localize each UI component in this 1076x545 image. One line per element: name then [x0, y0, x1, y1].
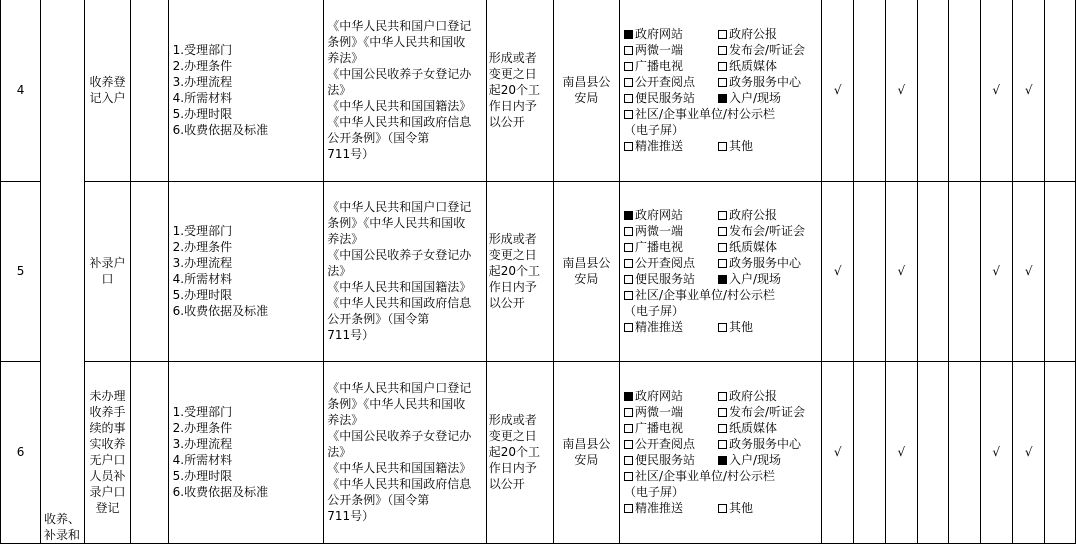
time-line: 变更之日 — [488, 429, 537, 443]
table-row — [1, 0, 1076, 181]
checked-box-icon — [624, 30, 633, 39]
content-item: 3.办理流程 — [172, 256, 233, 270]
disclosure-time — [486, 181, 553, 361]
content-item: 2.办理条件 — [172, 240, 233, 254]
content-item: 2.办理条件 — [172, 421, 233, 435]
blank-cell — [130, 361, 168, 543]
channel-label: （电子屏） — [623, 485, 684, 499]
time-line: 形成或者 — [488, 232, 537, 246]
item-name-line: 补录户 — [89, 256, 126, 270]
channel-label: 政府公报 — [728, 208, 777, 222]
legal-line: 《中国公民收养子女登记办 — [327, 429, 472, 443]
content-item: 1.受理部门 — [172, 224, 233, 238]
time-line: 作日内予 — [488, 280, 537, 294]
legal-line: 《中华人民共和国国籍法》 — [327, 99, 472, 114]
check-mark: √ — [821, 181, 853, 361]
blank-cell — [130, 181, 168, 361]
unchecked-box-icon — [718, 46, 727, 55]
channel-label: 政府网站 — [634, 208, 683, 222]
time-line: 变更之日 — [488, 67, 537, 82]
unchecked-box-icon — [718, 62, 727, 71]
unchecked-box-icon — [718, 424, 727, 433]
unchecked-box-icon — [718, 504, 727, 513]
channel-label: 政府公报 — [728, 389, 777, 403]
content-item: 4.所需材料 — [172, 453, 233, 467]
time-line: 变更之日 — [488, 248, 537, 262]
check-mark — [949, 181, 980, 361]
unchecked-box-icon — [624, 94, 633, 103]
time-line: 形成或者 — [488, 413, 537, 427]
item-name-line: 口 — [101, 272, 114, 286]
channel-list — [619, 361, 821, 543]
legal-line: 《中华人民共和国国籍法》 — [327, 280, 472, 294]
check-mark — [949, 361, 980, 543]
content-item: 3.办理流程 — [172, 75, 233, 90]
responsible-org — [553, 0, 619, 181]
channel-label: 其他 — [728, 139, 753, 154]
unchecked-box-icon — [624, 46, 633, 55]
content-item: 5.办理时限 — [172, 288, 233, 302]
channel-label: 公开查阅点 — [634, 75, 695, 90]
checked-box-icon — [718, 94, 727, 103]
content-list — [168, 361, 324, 543]
unchecked-box-icon — [624, 456, 633, 465]
legal-line: 条例》《中华人民共和国收 — [327, 216, 466, 230]
check-mark: √ — [980, 181, 1012, 361]
unchecked-box-icon — [624, 227, 633, 236]
legal-line: 养法》 — [327, 232, 364, 246]
legal-line: 法》 — [327, 445, 352, 459]
check-mark: √ — [1012, 181, 1044, 361]
channel-label: 公开查阅点 — [634, 256, 695, 270]
channel-label: 政府公报 — [728, 27, 777, 42]
content-list — [168, 0, 324, 181]
unchecked-box-icon — [718, 142, 727, 151]
channel-list — [619, 181, 821, 361]
unchecked-box-icon — [624, 259, 633, 268]
checked-box-icon — [624, 392, 633, 401]
item-name-line: 录户口 — [89, 485, 126, 499]
channel-label: 入户/现场 — [728, 91, 782, 106]
legal-line: 法》 — [327, 83, 352, 98]
content-item: 6.收费依据及标准 — [172, 485, 269, 499]
time-line: 以公开 — [488, 115, 525, 130]
check-mark: √ — [980, 0, 1012, 181]
channel-label: 精准推送 — [634, 320, 683, 334]
channel-label: 其他 — [728, 320, 753, 334]
unchecked-box-icon — [718, 323, 727, 332]
channel-label: 广播电视 — [634, 240, 683, 254]
content-item: 3.办理流程 — [172, 437, 233, 451]
time-line: 形成或者 — [488, 51, 537, 66]
content-item: 5.办理时限 — [172, 469, 233, 483]
time-line: 起20个工 — [488, 264, 541, 278]
channel-label: 社区/企事业单位/村公示栏 — [634, 469, 776, 483]
channel-label: 政务服务中心 — [728, 75, 801, 90]
check-mark: √ — [885, 0, 917, 181]
responsible-org — [553, 361, 619, 543]
channel-label: 精准推送 — [634, 139, 683, 154]
content-item: 5.办理时限 — [172, 107, 233, 122]
item-name — [85, 0, 131, 181]
legal-line: 《中华人民共和国户口登记 — [327, 200, 472, 214]
legal-line: 公开条例》（国令第 — [327, 131, 430, 146]
channel-label: 入户/现场 — [728, 453, 782, 467]
channel-label: 公开查阅点 — [634, 437, 695, 451]
item-name-line: 人员补 — [89, 469, 126, 483]
unchecked-box-icon — [624, 78, 633, 87]
channel-label: 便民服务站 — [634, 272, 695, 286]
channel-label: 精准推送 — [634, 501, 683, 515]
content-item: 6.收费依据及标准 — [172, 123, 269, 138]
org-line: 安局 — [574, 91, 599, 106]
check-mark — [854, 361, 885, 543]
time-line: 起20个工 — [488, 445, 541, 459]
channel-label: 两微一端 — [634, 43, 683, 58]
item-name-line: 续的事 — [89, 421, 126, 435]
legal-line: 条例》《中华人民共和国收 — [327, 397, 466, 411]
item-name — [85, 361, 131, 543]
channel-label: 广播电视 — [634, 59, 683, 74]
org-line: 安局 — [574, 272, 599, 286]
unchecked-box-icon — [624, 275, 633, 284]
item-name-line: 登记 — [95, 501, 120, 515]
content-item: 1.受理部门 — [172, 43, 233, 58]
channel-label: 纸质媒体 — [728, 59, 777, 74]
legal-basis — [324, 0, 487, 181]
check-mark: √ — [1012, 0, 1044, 181]
legal-line: 《中国公民收养子女登记办 — [327, 67, 472, 82]
channel-label: 纸质媒体 — [728, 240, 777, 254]
category-cell — [41, 0, 85, 543]
content-item: 4.所需材料 — [172, 272, 233, 286]
checked-box-icon — [718, 275, 727, 284]
channel-label: 社区/企事业单位/村公示栏 — [634, 288, 776, 302]
item-name — [85, 181, 131, 361]
blank-cell — [1045, 361, 1076, 543]
responsible-org — [553, 181, 619, 361]
channel-label: 两微一端 — [634, 224, 683, 238]
item-name-line: 记入户 — [89, 91, 126, 106]
unchecked-box-icon — [624, 291, 633, 300]
unchecked-box-icon — [624, 424, 633, 433]
category-line: 收养、 — [44, 511, 81, 526]
content-item: 6.收费依据及标准 — [172, 304, 269, 318]
legal-line: 养法》 — [327, 413, 364, 427]
legal-line: 养法》 — [327, 51, 364, 66]
channel-label: 两微一端 — [634, 405, 683, 419]
legal-line: 《中华人民共和国政府信息 — [327, 296, 472, 310]
unchecked-box-icon — [718, 259, 727, 268]
disclosure-time — [486, 361, 553, 543]
channel-label: （电子屏） — [623, 304, 684, 318]
unchecked-box-icon — [624, 142, 633, 151]
time-line: 作日内予 — [488, 99, 537, 114]
org-line: 南昌县公 — [562, 75, 611, 90]
unchecked-box-icon — [718, 440, 727, 449]
row-number: 6 — [1, 361, 41, 543]
item-name-line: 收养手 — [89, 405, 126, 419]
org-line: 安局 — [574, 453, 599, 467]
row-number: 4 — [1, 0, 41, 181]
unchecked-box-icon — [624, 323, 633, 332]
channel-label: 便民服务站 — [634, 453, 695, 467]
legal-line: 公开条例》（国令第 — [327, 312, 430, 326]
time-line: 以公开 — [488, 477, 525, 491]
legal-line: 《中国公民收养子女登记办 — [327, 248, 472, 262]
check-mark — [854, 181, 885, 361]
unchecked-box-icon — [624, 472, 633, 481]
checked-box-icon — [624, 211, 633, 220]
table-row — [1, 181, 1076, 361]
check-mark: √ — [821, 361, 853, 543]
unchecked-box-icon — [718, 408, 727, 417]
unchecked-box-icon — [624, 110, 633, 119]
unchecked-box-icon — [718, 78, 727, 87]
check-mark — [918, 361, 949, 543]
channel-label: 入户/现场 — [728, 272, 782, 286]
unchecked-box-icon — [718, 243, 727, 252]
channel-label: 政务服务中心 — [728, 256, 801, 270]
unchecked-box-icon — [718, 392, 727, 401]
item-name-line: 无户口 — [89, 453, 126, 467]
unchecked-box-icon — [624, 440, 633, 449]
check-mark — [918, 181, 949, 361]
check-mark — [949, 0, 980, 181]
check-mark: √ — [821, 0, 853, 181]
check-mark: √ — [885, 361, 917, 543]
channel-label: 政府网站 — [634, 27, 683, 42]
legal-line: 公开条例》（国令第 — [327, 493, 430, 507]
legal-line: 《中华人民共和国国籍法》 — [327, 461, 472, 475]
blank-cell — [1045, 181, 1076, 361]
legal-line: 《中华人民共和国户口登记 — [327, 19, 472, 34]
check-mark: √ — [885, 181, 917, 361]
checked-box-icon — [718, 456, 727, 465]
unchecked-box-icon — [624, 243, 633, 252]
blank-cell — [130, 0, 168, 181]
item-name-line: 未办理 — [89, 389, 126, 403]
unchecked-box-icon — [718, 30, 727, 39]
check-mark: √ — [980, 361, 1012, 543]
content-item: 4.所需材料 — [172, 91, 233, 106]
unchecked-box-icon — [624, 408, 633, 417]
channel-label: （电子屏） — [623, 123, 684, 138]
unchecked-box-icon — [624, 504, 633, 513]
unchecked-box-icon — [718, 211, 727, 220]
category-line: 补录和 — [44, 527, 81, 542]
channel-label: 发布会/听证会 — [728, 224, 806, 238]
legal-line: 《中华人民共和国政府信息 — [327, 477, 472, 491]
row-number: 5 — [1, 181, 41, 361]
legal-line: 《中华人民共和国户口登记 — [327, 381, 472, 395]
legal-line: 条例》《中华人民共和国收 — [327, 35, 466, 50]
channel-label: 发布会/听证会 — [728, 43, 806, 58]
channel-label: 纸质媒体 — [728, 421, 777, 435]
channel-label: 发布会/听证会 — [728, 405, 806, 419]
channel-label: 政府网站 — [634, 389, 683, 403]
content-list — [168, 181, 324, 361]
legal-basis — [324, 181, 487, 361]
legal-line: 711号） — [327, 509, 375, 523]
channel-label: 其他 — [728, 501, 753, 515]
content-item: 1.受理部门 — [172, 405, 233, 419]
channel-label: 政务服务中心 — [728, 437, 801, 451]
unchecked-box-icon — [624, 62, 633, 71]
time-line: 起20个工 — [488, 83, 541, 98]
org-line: 南昌县公 — [562, 437, 611, 451]
blank-cell — [1045, 0, 1076, 181]
table-row — [1, 361, 1076, 543]
unchecked-box-icon — [718, 227, 727, 236]
item-name-line: 实收养 — [89, 437, 126, 451]
org-line: 南昌县公 — [562, 256, 611, 270]
legal-line: 《中华人民共和国政府信息 — [327, 115, 472, 130]
channel-list — [619, 0, 821, 181]
time-line: 以公开 — [488, 296, 525, 310]
item-name-line: 收养登 — [89, 75, 126, 90]
check-mark: √ — [1012, 361, 1044, 543]
content-item: 2.办理条件 — [172, 59, 233, 74]
channel-label: 广播电视 — [634, 421, 683, 435]
check-mark — [918, 0, 949, 181]
legal-line: 711号） — [327, 328, 375, 342]
time-line: 作日内予 — [488, 461, 537, 475]
channel-label: 社区/企事业单位/村公示栏 — [634, 107, 776, 122]
check-mark — [854, 0, 885, 181]
legal-line: 法》 — [327, 264, 352, 278]
legal-basis — [324, 361, 487, 543]
disclosure-time — [486, 0, 553, 181]
channel-label: 便民服务站 — [634, 91, 695, 106]
legal-line: 711号） — [327, 147, 375, 162]
